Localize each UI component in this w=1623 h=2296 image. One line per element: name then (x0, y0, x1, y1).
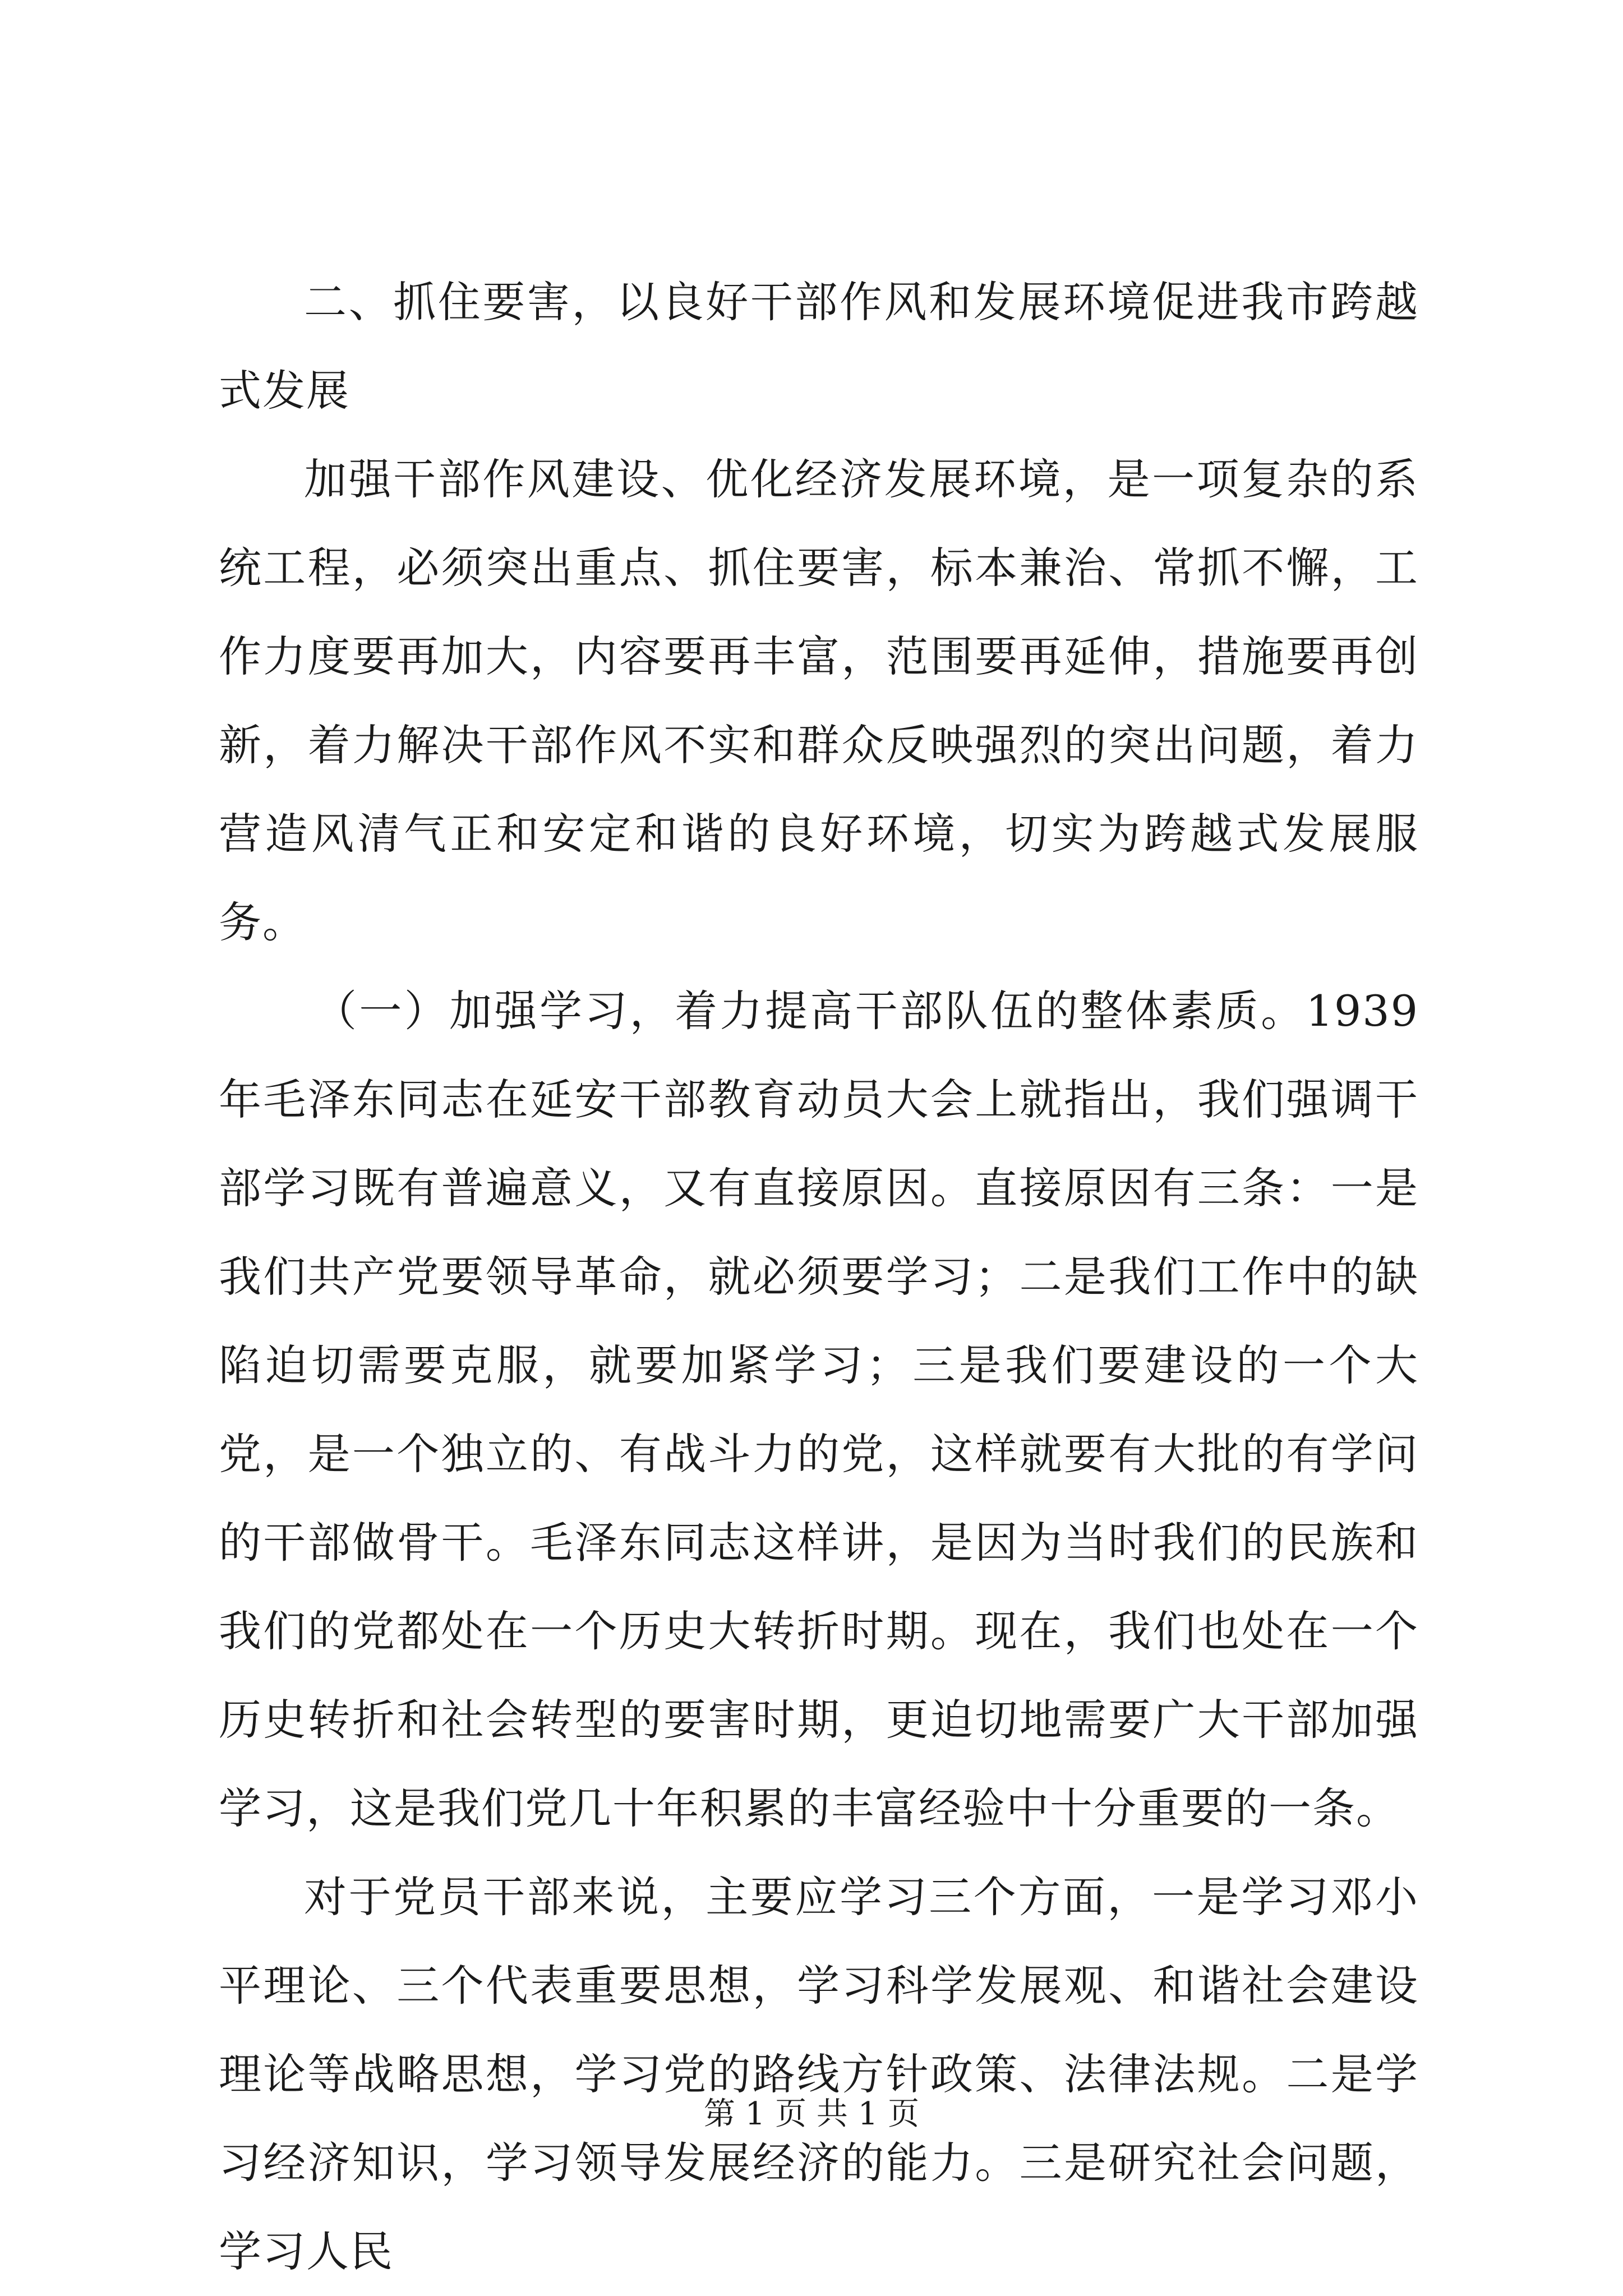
body-paragraph-3: 对于党员干部来说，主要应学习三个方面，一是学习邓小平理论、三个代表重要思想，学习科学发展观、和谐社会建设理论等战略思想，学习党的路线方针政策、法律法规。二是学习经济知识，学习领导发展经济的能力。三是研究社会问题，学习人民 (219, 1872, 1419, 2276)
document-body (219, 258, 1419, 2296)
body-paragraph-1: 加强干部作风建设、优化经济发展环境，是一项复杂的系统工程，必须突出重点、抓住要害，标本兼治、常抓不懈，工作力度要再加大，内容要再丰富，范围要再延伸，措施要再创新，着力解决干部作风不实和群众反映强烈的突出问题，着力营造风清气正和安定和谐的良好环境，切实为跨越式发展服务。 (219, 454, 1419, 947)
page-footer: 第 1 页 共 1 页 (703, 2096, 920, 2132)
body-paragraph-2: （一）加强学习，着力提高干部队伍的整体素质。1939年毛泽东同志在延安干部教育动员大会上就指出，我们强调干部学习既有普遍意义，又有直接原因。直接原因有三条：一是我们共产党要领导革命，就必须要学习；二是我们工作中的缺陷迫切需要克服，就要加紧学习；三是我们要建设的一个大党，是一个独立的、有战斗力的党，这样就要有大批的有学问的干部做骨干。毛泽东同志这样讲，是因为当时我们的民族和我们的党都处在一个历史大转折时期。现在，我们也处在一个历史转折和社会转型的要害时期，更迫切地需要广大干部加强学习，这是我们党几十年积累的丰富经验中十分重要的一条。 (219, 986, 1419, 1833)
section-heading: 二、抓住要害，以良好干部作风和发展环境促进我市跨越式发展 (219, 277, 1419, 416)
